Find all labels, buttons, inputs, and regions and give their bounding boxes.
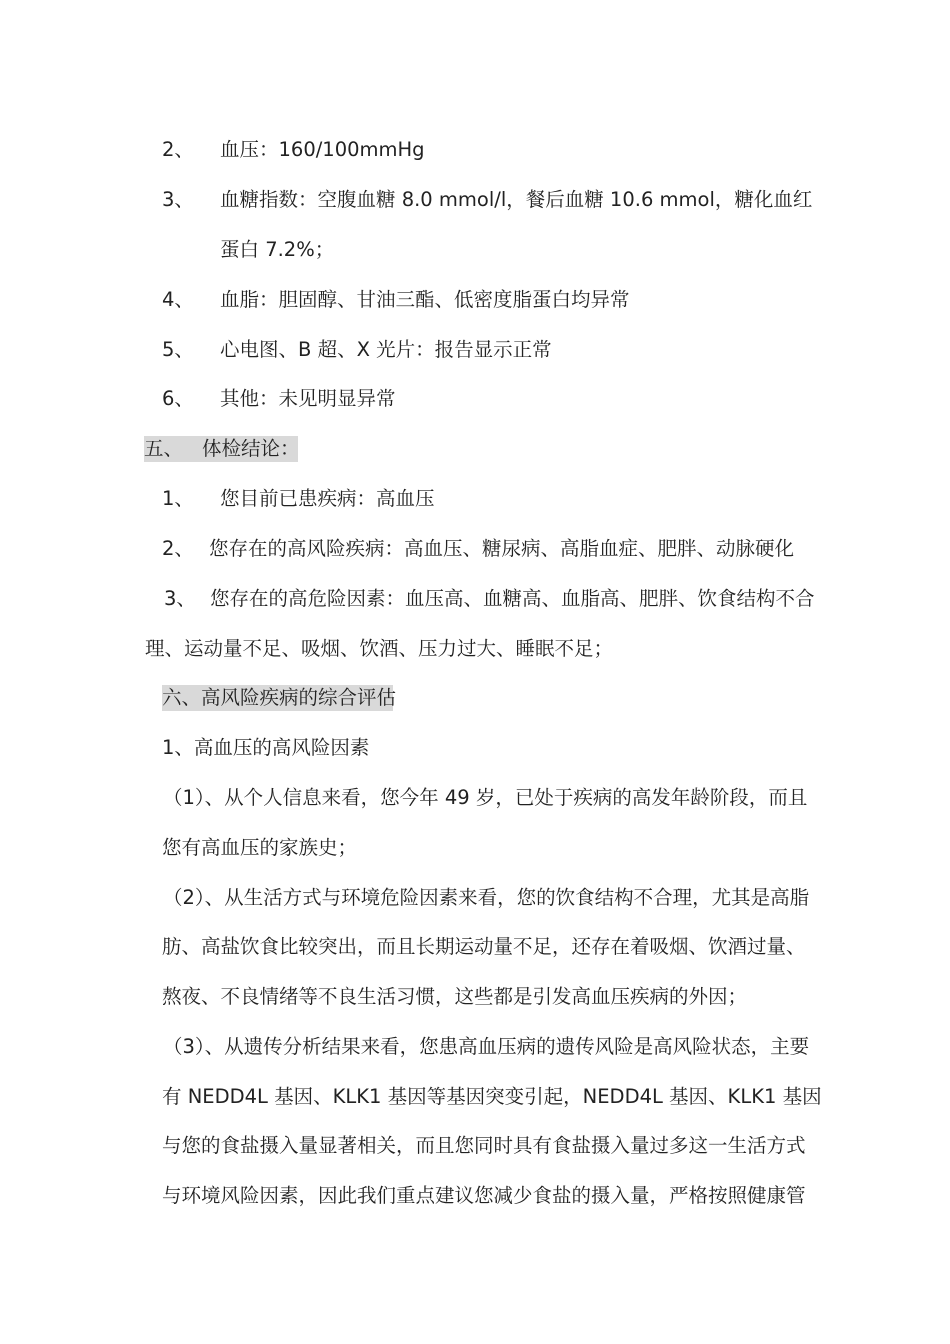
item-number: 3、 bbox=[162, 188, 194, 211]
subheading-text: 1、高血压的高风险因素 bbox=[162, 736, 370, 759]
item-text: 血脂：胆固醇、甘油三酯、低密度脂蛋白均异常 bbox=[220, 288, 630, 311]
item-number: 2、 bbox=[162, 537, 194, 560]
paragraph-text: 与环境风险因素，因此我们重点建议您减少食盐的摄入量，严格按照健康管 bbox=[162, 1184, 806, 1207]
item-text: 心电图、B 超、X 光片：报告显示正常 bbox=[220, 338, 552, 361]
section-title: 体检结论： bbox=[202, 437, 300, 460]
paragraph-text: 与您的食盐摄入量显著相关，而且您同时具有食盐摄入量过多这一生活方式 bbox=[162, 1134, 806, 1157]
item-number: 2、 bbox=[162, 138, 194, 161]
item-text: 血压：160/100mmHg bbox=[220, 138, 425, 161]
item-number: 5、 bbox=[162, 338, 194, 361]
paragraph-text: （2）、从生活方式与环境危险因素来看，您的饮食结构不合理，尤其是高脂 bbox=[163, 886, 810, 909]
item-text: 蛋白 7.2%； bbox=[220, 238, 335, 261]
paragraph-text: 肪、高盐饮食比较突出，而且长期运动量不足，还存在着吸烟、饮酒过量、 bbox=[162, 935, 806, 958]
paragraph-text: 您有高血压的家族史； bbox=[162, 836, 358, 859]
section-heading bbox=[162, 685, 397, 711]
item-text: 您目前已患疾病：高血压 bbox=[220, 487, 435, 510]
section-title: 六、高风险疾病的综合评估 bbox=[162, 686, 397, 709]
item-text: 血糖指数：空腹血糖 8.0 mmol/l，餐后血糖 10.6 mmol，糖化血红 bbox=[220, 188, 813, 211]
item-text: 您存在的高危险因素：血压高、血糖高、血脂高、肥胖、饮食结构不合 bbox=[210, 587, 815, 610]
paragraph-text: 熬夜、不良情绪等不良生活习惯，这些都是引发高血压疾病的外因； bbox=[162, 985, 748, 1008]
item-number: 4、 bbox=[162, 288, 194, 311]
item-number: 1、 bbox=[162, 487, 194, 510]
section-number: 五、 bbox=[144, 437, 184, 460]
item-number: 3、 bbox=[164, 587, 196, 610]
item-text: 您存在的高风险疾病：高血压、糖尿病、高脂血症、肥胖、动脉硬化 bbox=[209, 537, 795, 560]
item-number: 6、 bbox=[162, 387, 194, 410]
paragraph-text: （1）、从个人信息来看，您今年 49 岁，已处于疾病的高发年龄阶段，而且 bbox=[163, 786, 808, 809]
paragraph-text: 有 NEDD4L 基因、KLK1 基因等基因突变引起，NEDD4L 基因、KLK1 基因 bbox=[162, 1085, 822, 1108]
section-heading bbox=[144, 436, 298, 462]
item-text: 理、运动量不足、吸烟、饮酒、压力过大、睡眠不足； bbox=[145, 637, 614, 660]
paragraph-text: （3）、从遗传分析结果来看，您患高血压病的遗传风险是高风险状态，主要 bbox=[163, 1035, 810, 1058]
item-text: 其他：未见明显异常 bbox=[220, 387, 396, 410]
